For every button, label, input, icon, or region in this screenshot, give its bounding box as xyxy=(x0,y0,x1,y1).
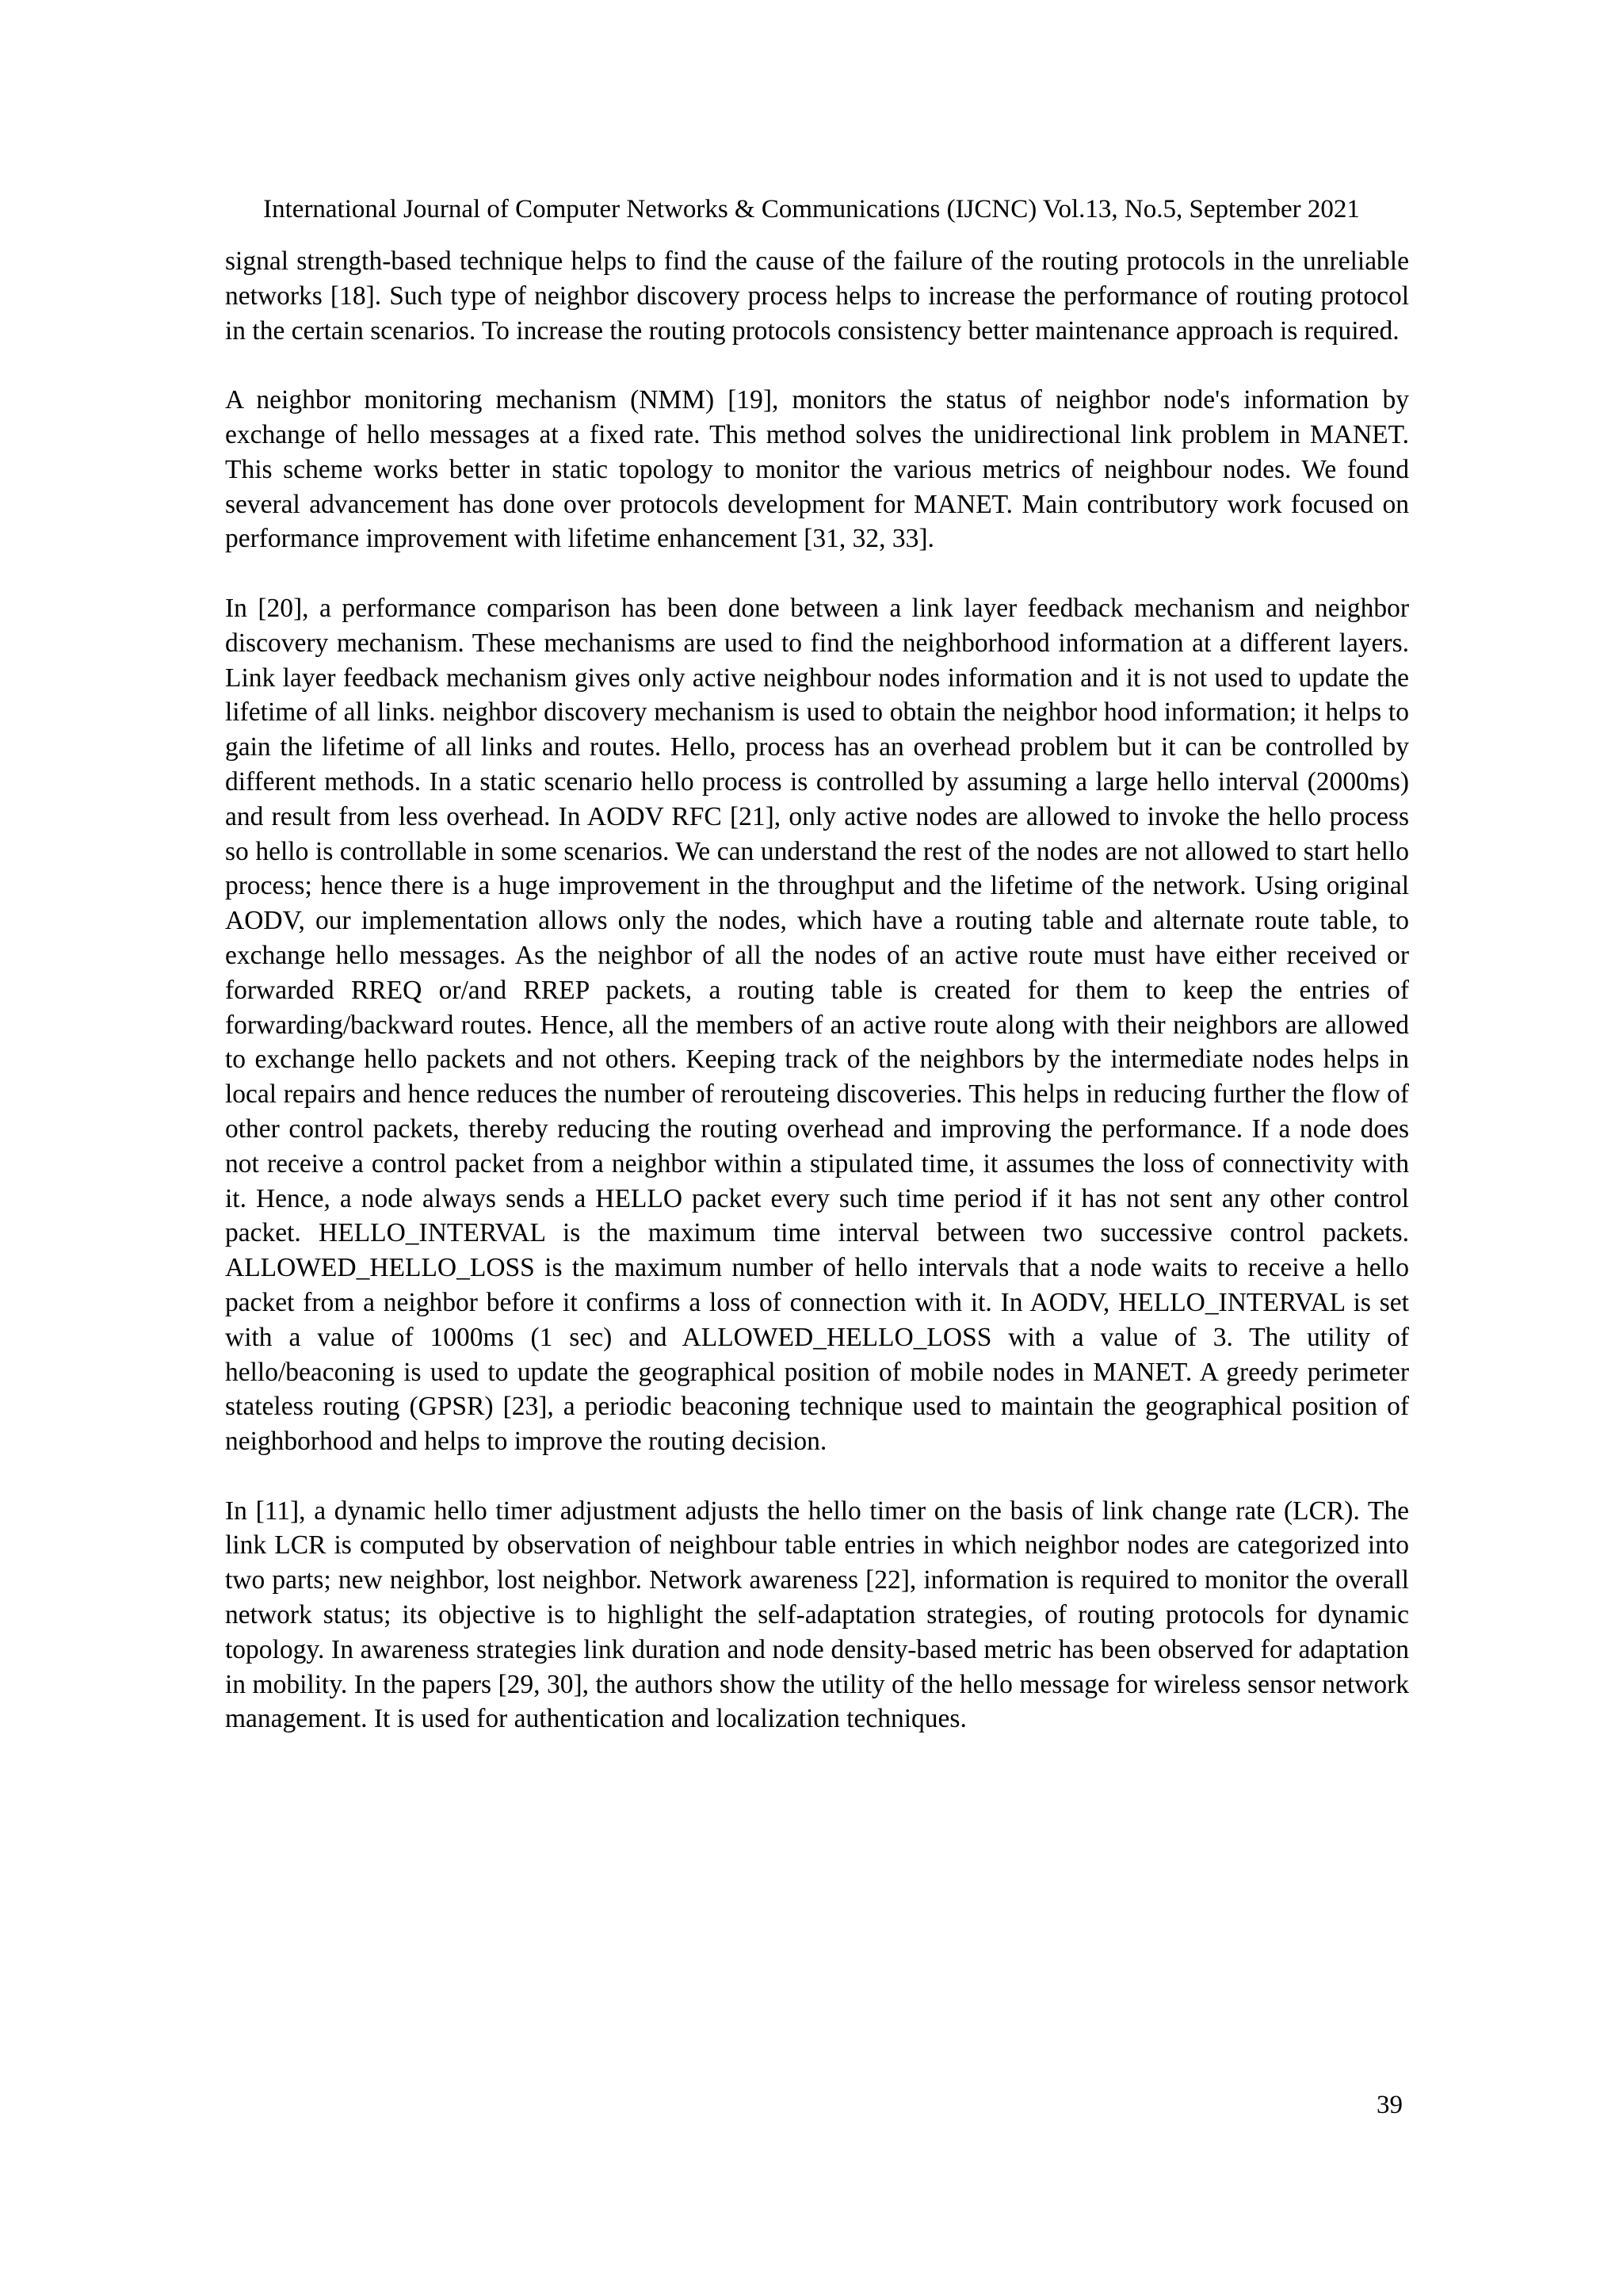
paragraph-performance-comparison: In [20], a performance comparison has been done between a link layer feedback mechanism and neighbor discovery mechanism. These mechanisms are used to find the neighborhood information at a different layers. Link layer feedback mechanism gives only active neighbour nodes information and it is not used to update the lifetime of all links. neighbor discovery mechanism is used to obtain the neighbor hood information; it helps to gain the lifetime of all links and routes. Hello, process has an overhead problem but it can be controlled by different methods. In a static scenario hello process is controlled by assuming a large hello interval (2000ms) and result from less overhead. In AODV RFC [21], only active nodes are allowed to invoke the hello process so hello is controllable in some scenarios. We can understand the rest of the nodes are not allowed to start hello process; hence there is a huge improvement in the throughput and the lifetime of the network. Using original AODV, our implementation allows only the nodes, which have a routing table and alternate route table, to exchange hello messages. As the neighbor of all the nodes of an active route must have either received or forwarded RREQ or/and RREP packets, a routing table is created for them to keep the entries of forwarding/backward routes. Hence, all the members of an active route along with their neighbors are allowed to exchange hello packets and not others. Keeping track of the neighbors by the intermediate nodes helps in local repairs and hence reduces the number of rerouteing discoveries. This helps in reducing further the flow of other control packets, thereby reducing the routing overhead and improving the performance. If a node does not receive a control packet from a neighbor within a stipulated time, it assumes the loss of connectivity with it. Hence, a node always sends a HELLO packet every such time period if it has not sent any other control packet. HELLO_INTERVAL is the maximum time interval between two successive control packets. ALLOWED_HELLO_LOSS is the maximum number of hello intervals that a node waits to receive a hello packet from a neighbor before it confirms a loss of connection with it. In AODV, HELLO_INTERVAL is set with a value of 1000ms (1 sec) and ALLOWED_HELLO_LOSS with a value of 3. The utility of hello/beaconing is used to update the geographical position of mobile nodes in MANET. A greedy perimeter stateless routing (GPSR) [23], a periodic beaconing technique used to maintain the geographical position of neighborhood and helps to improve the routing decision. xyxy=(225,593,1409,1457)
paragraph-signal-strength: signal strength-based technique helps to find the cause of the failure of the routing protocols in the unreliable networks [18]. Such type of neighbor discovery process helps to increase the performance of routing protocol in the certain scenarios. To increase the routing protocols consistency better maintenance approach is required. xyxy=(225,246,1409,346)
page-number: 39 xyxy=(1377,2091,1403,2119)
body-text xyxy=(225,244,1409,1771)
paragraph-nmm: A neighbor monitoring mechanism (NMM) [19], monitors the status of neighbor node's information by exchange of hello messages at a fixed rate. This method solves the unidirectional link problem in MANET. This scheme works better in static topology to monitor the various metrics of neighbour nodes. We found several advancement has done over protocols development for MANET. Main contributory work focused on performance improvement with lifetime enhancement [31, 32, 33]. xyxy=(225,385,1409,554)
running-header: International Journal of Computer Networks & Communications (IJCNC) Vol.13, No.5, September 2021 xyxy=(263,195,1360,223)
paragraph-dynamic-hello-timer: In [11], a dynamic hello timer adjustment adjusts the hello timer on the basis of link change rate (LCR). The link LCR is computed by observation of neighbour table entries in which neighbor nodes are categorized into two parts; new neighbor, lost neighbor. Network awareness [22], information is required to monitor the overall network status; its objective is to highlight the self-adaptation strategies, of routing protocols for dynamic topology. In awareness strategies link duration and node density-based metric has been observed for adaptation in mobility. In the papers [29, 30], the authors show the utility of the hello message for wireless sensor network management. It is used for authentication and localization techniques. xyxy=(225,1496,1409,1734)
